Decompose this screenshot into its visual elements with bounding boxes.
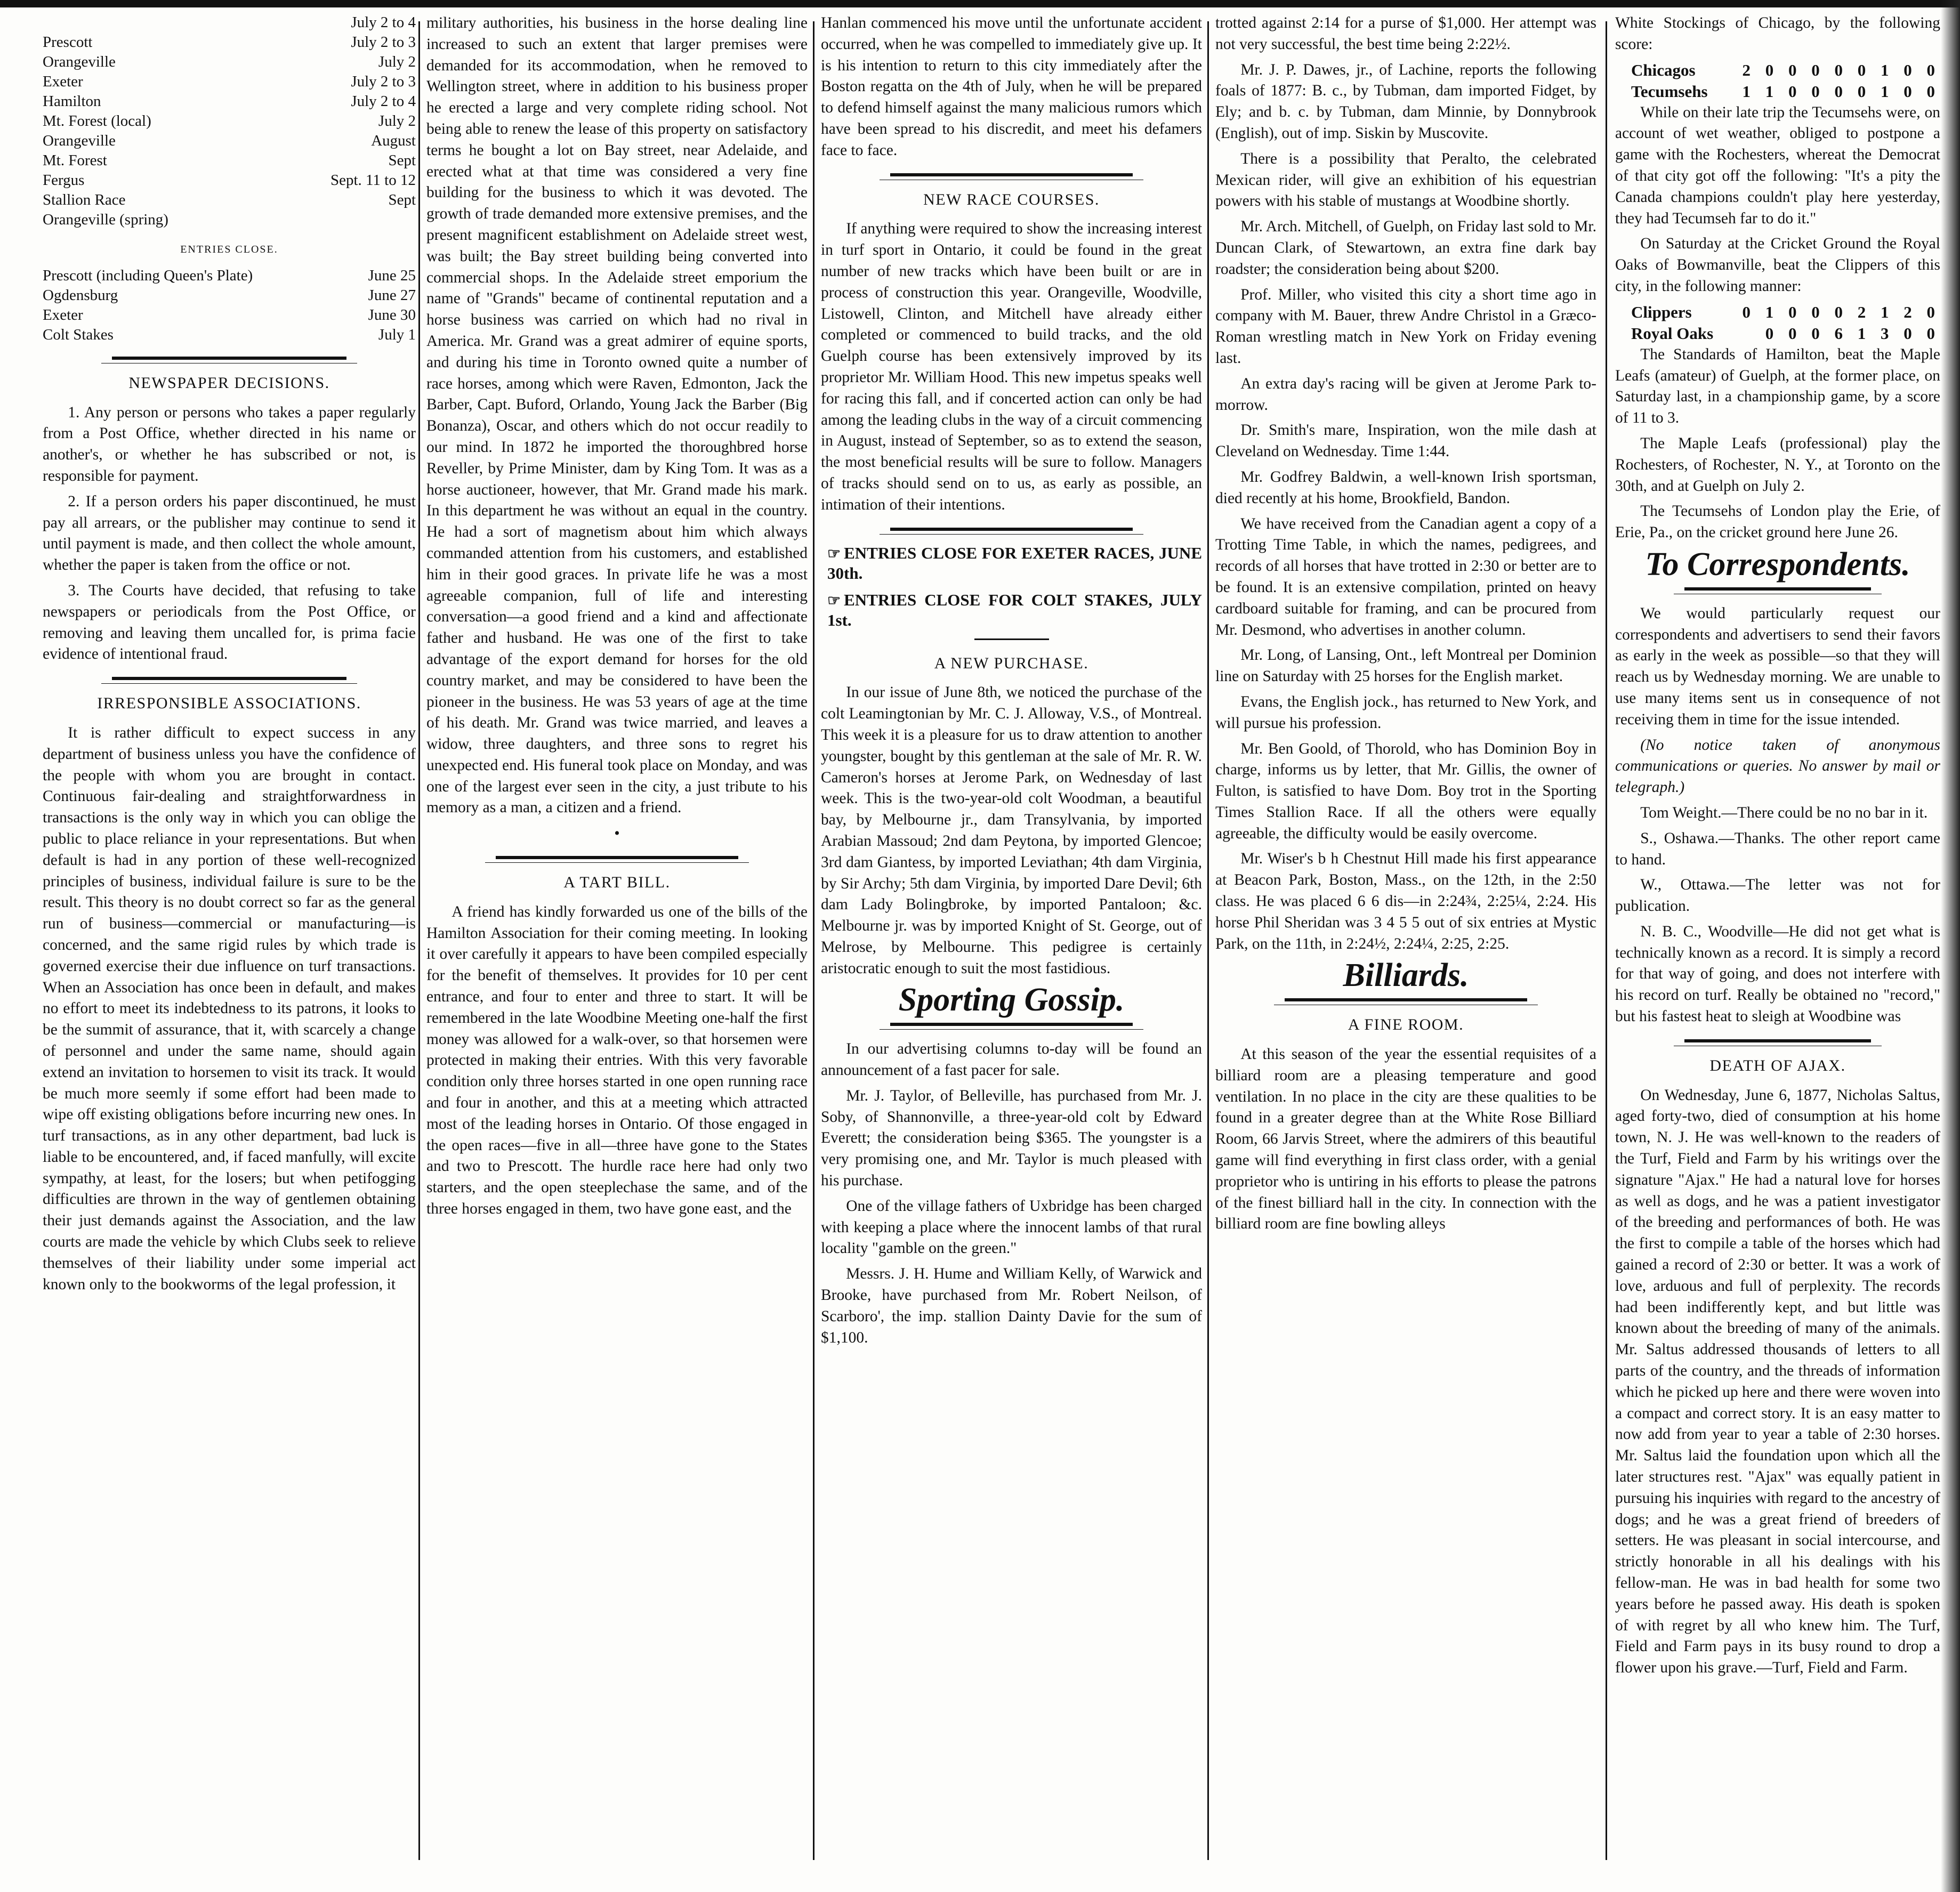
decisions-heading: NEWSPAPER DECISIONS.	[128, 374, 330, 392]
gossip-item: Mr. Long, of Lansing, Ont., left Montreal per Dominion line on Saturday with 25 horses for the English market.	[1215, 646, 1596, 685]
column-3	[821, 13, 1202, 1878]
column-4	[1215, 13, 1596, 1878]
entries-notice: ☞ ENTRIES CLOSE FOR EXETER RACES, JUNE 30th.	[827, 543, 1202, 583]
score-row: Royal Oaks 0 0 0 6 1 3 0 0	[1631, 324, 1940, 343]
column-5	[1615, 13, 1940, 1878]
section-divider	[821, 171, 1202, 184]
race-schedule	[43, 13, 416, 230]
column-1	[43, 13, 416, 1878]
gossip-item: There is a possibility that Peralto, the celebrated Mexican rider, will give an exhibition of his equestrian powers with his stable of mustangs at Woodbine shortly.	[1215, 150, 1596, 210]
correspondents-heading: To Correspondents.	[1645, 546, 1910, 583]
schedule-row: Mt. Forest (local) July 2	[43, 112, 416, 130]
answer-item: Tom Weight.—There could be no no bar in it.	[1640, 804, 1928, 821]
score-row: Chicagos 2 0 0 0 0 0 1 0 0	[1631, 60, 1940, 79]
pointing-hand-icon: ☞	[827, 545, 841, 562]
gossip-item: Mr. J. Taylor, of Belleville, has purchased from Mr. J. Soby, of Shannonville, a three-year-old colt by Edward Everett; the consideration being $365. The youngster is a very promising one, and Mr. Taylor is much pleased with his purchase.	[821, 1087, 1202, 1190]
gossip-item: Dr. Smith's mare, Inspiration, won the mile dash at Cleveland on Wednesday. Time 1:44.	[1215, 422, 1596, 460]
new-purchase-heading: A NEW PURCHASE.	[934, 654, 1089, 672]
column-2	[426, 13, 808, 1878]
entries-row: Prescott (including Queen's Plate) June 25	[43, 266, 416, 284]
gossip-item: Mr. J. P. Dawes, jr., of Lachine, reports the following foals of 1877: B. c., by Tubman, dam imported Fidget, by Ely; and b. c. by Tubman, dam Minnie, by Donnybrook (English), out of imp. Siskin by Muscovite.	[1215, 61, 1596, 142]
entries-row: Exeter June 30	[43, 306, 416, 324]
section-ornament: •	[614, 824, 620, 843]
gossip-item: An extra day's racing will be given at Jerome Park to-morrow.	[1215, 375, 1596, 414]
score-row: Clippers 0 1 0 0 0 2 1 2 0	[1631, 302, 1940, 321]
gossip-item: In our advertising columns to-day will be found an announcement of a fast pacer for sale.	[821, 1040, 1202, 1079]
column-rule	[813, 21, 814, 1860]
baseball-item: While on their late trip the Tecumsehs were, on account of wet weather, obliged to postpone a game with the Rochesters, whereat the Democrat of that city got off the following: "It's a pity the Canada champions couldn't play here yesterday, they had Tecumseh far to do it."	[1615, 103, 1940, 227]
schedule-row: Orangeville (spring)	[43, 211, 168, 228]
tart-bill-heading: A TART BILL.	[563, 874, 671, 892]
decision-item: 1. Any person or persons who takes a paper regularly from a Post Office, whether directed in his name or another's, or whether he has subscribed or not, is responsible for payment.	[43, 403, 416, 484]
fine-room-heading: A FINE ROOM.	[1348, 1016, 1464, 1034]
baseball-item: The Tecumsehs of London play the Erie, of Erie, Pa., on the cricket ground here June 26.	[1615, 503, 1940, 541]
entries-notice: ☞ ENTRIES CLOSE FOR COLT STAKES, JULY 1st.	[827, 590, 1202, 629]
schedule-row: Hamilton July 2 to 4	[43, 93, 416, 110]
baseball-intro: White Stockings of Chicago, by the following score:	[1615, 14, 1940, 53]
entries-row: Ogdensburg June 27	[43, 286, 416, 304]
section-divider	[426, 854, 808, 867]
pointing-hand-icon: ☞	[827, 592, 841, 609]
decision-item: 2. If a person orders his paper discontinued, he must pay all arrears, or the publisher may continue to send it until payment is made, and then collect the whole amount, whether the paper is taken from the office or not.	[43, 492, 416, 574]
answer-item: N. B. C., Woodville—He did not get what is technically known as a record. It is simply a record for that way of going, and does not interfere with his record on turf. Really be obtained no "record," but his fastest heat to sleigh at Woodbine was	[1615, 923, 1940, 1025]
gossip-item: One of the village fathers of Uxbridge has been charged with keeping a place where the innocent lambs of that rural locality "gamble on the green."	[821, 1197, 1202, 1257]
correspondents-note: (No notice taken of anonymous communications or queries. No answer by mail or telegraph.)	[1615, 736, 1940, 796]
page-edge-shadow	[1941, 0, 1960, 1892]
section-divider	[1615, 1037, 1940, 1050]
schedule-row: Orangeville August	[43, 132, 416, 149]
gossip-item: trotted against 2:14 for a purse of $1,000. Her attempt was not very successful, the best time being 2:22½.	[1215, 14, 1596, 53]
gossip-item: Mr. Wiser's b h Chestnut Hill made his first appearance at Beacon Park, Boston, Mass., on the 12th, in the 2:50 class. He was placed 6 6 dis—in 2:24¾, 2:25¼, 2:24. His horse Phil Sheridan was 3 4 5 5 out of six entries at Mystic Park, on the 11th, in 2:24½, 2:24¼, 2:25, 2:25.	[1215, 850, 1596, 952]
section-divider	[43, 675, 416, 688]
entries-heading: ENTRIES CLOSE.	[180, 244, 278, 255]
associations-heading: IRRESPONSIBLE ASSOCIATIONS.	[97, 694, 361, 713]
fine-room-article: At this season of the year the essential requisites of a billiard room are a pleasing temperature and good ventilation. In no place in the city are these qualities to be found in a greater degree than at the White Rose Billiard Room, 66 Jarvis Street, where the admirers of this beautiful game will find everything in first class order, with a genial proprietor who is untiring in his efforts to please the patrons of the finest billiard hall in the city. In connection with the billiard room are fine bowling alleys	[1215, 1046, 1596, 1233]
gossip-item: Messrs. J. H. Hume and William Kelly, of Warwick and Brooke, have purchased from Mr. Robert Neilson, of Scarboro', the imp. stallion Dainty Davie for the sum of $1,100.	[821, 1265, 1202, 1346]
short-rule	[974, 638, 1049, 640]
race-courses-article: If anything were required to show the increasing interest in turf sport in Ontario, it could be found in the great number of new tracks which have been built or are in process of construction this year. Orangeville, Woodville, Listowell, Clinton, and Mitchell have already either completed or commenced to build tracks, and the old Guelph course has been extensively improved by its proprietor Mr. William Hood. This new impetus speaks well for racing this fall, and if concerted action can only be had among the leading clubs in the way of a circuit commencing in August, instead of September, so as to extend the season, the most beneficial results will be sure to follow. Managers of tracks should send on to us, as early as possible, an intimation of their intentions.	[821, 220, 1202, 513]
schedule-row: July 2 to 4	[351, 14, 416, 31]
grand-obituary-text: military authorities, his business in the horse dealing line increased to such an extent that larger premises were demanded for its accommodation, when he removed to Wellington street, where in addition to his business proper he erected a large and very complete riding school. Not being able to renew the lease of this property on satisfactory terms he bought a lot on Bay street, near Adelaide, and erected what at that time was considered a very fine building for the business to which it was devoted. The growth of trade demanded more extensive premises, and the present magnificent establishment on Adelaide street west, was built; the Bay street building being converted into commercial shops. In the Adelaide street emporium the name of "Grands" became of continental reputation and a horse business was carried on which had no rival in America. Mr. Grand was a great admirer of equine sports, and during his time in Toronto owned quite a number of race horses, among which were Raven, Edmonton, Jack the Barber, Capt. Buford, Orlando, Young Jack the Barber (Big Bonanza), Oscar, and others which do not occur readily to our mind. In 1872 he imported the thoroughbred horse Reveller, by Prime Minister, dam by King Tom. It was as a horse auctioneer, however, that Mr. Grand made his mark. In this department he was without an equal in the country. He had a sort of magnetism about him which always commanded attention from his customers, and established him in their good graces. In private life he was a most agreeable companion, full of life and interesting conversation—a good friend and a kind and affectionate father and husband. He was one of the first to take advantage of the export demand for horses for the old country market, and may be considered to have been the pioneer in the business. He was 53 years of age at the time of his death. Mr. Grand was twice married, and leaves a widow, three daughters, and three sons to regret his unexpected end. His funeral took place on Monday, and was one of the largest ever seen in the city, a just tribute to his memory as a man, a citizen and a friend.	[426, 14, 808, 816]
correspondents-text: We would particularly request our correspondents and advertisers to send their favors as early in the week as possible—so that they will reach us by Wednesday morning. We are unable to use many items sent us in consequence of not receiving them in time for the issue intended.	[1615, 604, 1940, 728]
associations-article: It is rather difficult to expect success in any department of business unless you have the confidence of the people with whom you are brought in contact. Continuous fair-dealing and straightforwardness in transactions is the only way in which you can oblige the public to place reliance in your representations. But when default is had in any portion of these well-recognized principles of business, individual failure is sure to be the result. This theory is no doubt correct so far as the general run of business—commercial or manufacturing—is concerned, and the same rigid rules by which trade is governed exercise their due influence on turf transactions. When an Association has once been in default, and makes no effort to meet its indebtedness to its patrons, it looks to be the summit of assurance, that it, with scarcely a change of personnel and under the same name, should again extend an invitation to horsemen to visit its track. It would be much more seemly if some effort had been made to wipe off existing obligations before incurring new ones. In turf transactions, as in any other department, bad luck is liable to be encountered, and, if faced manfully, will excite sympathy, at least, for the losers; but when petifogging difficulties are thrown in the way of gentlemen obtaining their just demands against the Association, and the law courts are made the vehicle by which Clubs seek to relieve themselves of their liability under some imperial act known only to the bookworms of the legal profession, it	[43, 724, 416, 1293]
hanlan-article-text: Hanlan commenced his move until the unfortunate accident occurred, when he was compelled to immediately give up. It is his intention to return to this city immediately after the Boston regatta on the 4th of July, when he will be prepared to defend himself against the many malicious rumors which have been spread to his discredit, and meet his defamers face to face.	[821, 14, 1202, 159]
section-divider	[43, 354, 416, 367]
sporting-gossip-heading: Sporting Gossip.	[898, 982, 1125, 1018]
score-row: Tecumsehs 1 1 0 0 0 0 1 0 0	[1631, 82, 1940, 101]
schedule-row: Mt. Forest Sept	[43, 152, 416, 169]
tart-bill-article: A friend has kindly forwarded us one of the bills of the Hamilton Association for their coming meeting. In looking it over carefully it appears to have been compiled especially for the benefit of themselves. It provides for 10 per cent entrance, and four to enter and three to start. It will be remembered in the late Woodbine Meeting one-half the first money was allowed for a walk-over, so that horsemen were protected in making their entries. With this very favorable condition only three horses started in one open running race and four in another, and this at a meeting which attracted most of the leading horses in Ontario. Of those engaged in the open races—five in all—three have gone to the States and two to Prescott. The hurdle race here had only two starters, and the open steeplechase the same, and of the three horses engaged in them, two have gone east, and the	[426, 903, 808, 1218]
top-border	[0, 0, 1960, 7]
section-divider	[821, 525, 1202, 538]
schedule-row: Prescott July 2 to 3	[43, 34, 416, 51]
gossip-item: Mr. Arch. Mitchell, of Guelph, on Friday last sold to Mr. Duncan Clark, of Stewartown, an extra fine dark bay roadster; the consideration being about $200.	[1215, 218, 1596, 278]
baseball-item: The Standards of Hamilton, beat the Maple Leafs (amateur) of Guelph, at the former place, on Saturday last, in a championship game, by a score of 11 to 3.	[1615, 345, 1940, 427]
answer-item: S., Oshawa.—Thanks. The other report came to hand.	[1615, 829, 1940, 868]
baseball-item: The Maple Leafs (professional) play the Rochesters, of Rochester, N. Y., at Toronto on the 30th, and at Guelph on July 2.	[1615, 434, 1940, 495]
decision-item: 3. The Courts have decided, that refusing to take newspapers or periodicals from the Post Office, or removing and leaving them uncalled for, is prima facie evidence of intentional fraud.	[43, 581, 416, 663]
race-courses-heading: NEW RACE COURSES.	[923, 190, 1100, 208]
entries-table	[43, 266, 416, 345]
gossip-item: Evans, the English jock., has returned to New York, and will pursue his profession.	[1215, 693, 1596, 732]
billiards-heading: Billiards.	[1343, 957, 1469, 994]
column-rule	[418, 21, 420, 1860]
section-divider	[1615, 585, 1940, 598]
column-rule	[1207, 21, 1209, 1860]
gossip-item: Mr. Godfrey Baldwin, a well-known Irish sportsman, died recently at his home, Brookfield, Bandon.	[1215, 468, 1596, 507]
schedule-row: Fergus Sept. 11 to 12	[43, 172, 416, 189]
gossip-item: Mr. Ben Goold, of Thorold, who has Dominion Boy in charge, informs us by letter, that Mr. Gillis, the owner of Fulton, is satisfied to have Dom. Boy trot in the Sporting Times Stallion Race. If all the others were equally agreeable, the difficulty would be easily overcome.	[1215, 740, 1596, 842]
gossip-item: Prof. Miller, who visited this city a short time ago in company with M. Bauer, threw Andre Christol in a Græco-Roman wrestling match in New York on Friday evening last.	[1215, 286, 1596, 367]
schedule-row: Orangeville July 2	[43, 53, 416, 70]
gossip-item: We have received from the Canadian agent a copy of a Trotting Time Table, in which the names, pedigrees, and records of all horses that have trotted in 2:30 or better are to be found. It is an extensive compilation, printed on heavy cardboard suitable for framing, and can be procured from Mr. Desmond, who advertises in another column.	[1215, 515, 1596, 638]
death-of-ajax-article: On Wednesday, June 6, 1877, Nicholas Saltus, aged forty-two, died of consumption at his home town, N. J. He was well-known to the readers of the Turf, Field and Farm by his writings over the signature "Ajax." He had a natural love for horses as well as dogs, and he was a patient investigator of the breeding and performances of both. He was the first to compile a table of the horses which had gained a record of 2:30 or better. It was a work of love, arduous and full of perplexity. The records had been indifferently kept, and but little was known about the breeding of many of the animals. Mr. Saltus addressed thousands of letters to all parts of the country, and the threads of information which he picked up here and there were woven into a compact and correct story. It is an easy matter to now add from year to year a table of 2:30 horses. Mr. Saltus laid the foundation upon which all the later structures rest. "Ajax" was equally patient in pursuing his inquiries with regard to the ancestry of dogs; and he was a great friend of breeders of setters. He was pleasant in social intercourse, and strictly honorable in all his dealings with his fellow-man. He was in bad health for some two years before he passed away. His death is spoken of with regret by all who knew him. The Turf, Field and Farm pays in its busy round to drop a flower upon his grave.—Turf, Field and Farm.	[1615, 1086, 1940, 1677]
answer-item: W., Ottawa.—The letter was not for publication.	[1615, 876, 1940, 915]
entries-row: Colt Stakes July 1	[43, 326, 416, 343]
schedule-row: Exeter July 2 to 3	[43, 73, 416, 90]
baseball-item: On Saturday at the Cricket Ground the Royal Oaks of Bowmanville, beat the Clippers of this city, in the following manner:	[1615, 235, 1940, 295]
section-divider	[821, 1021, 1202, 1033]
schedule-row: Stallion Race Sept	[43, 191, 416, 208]
column-rule	[1606, 21, 1607, 1860]
new-purchase-article: In our issue of June 8th, we noticed the purchase of the colt Leamingtonian by Mr. C. J. Alloway, V.S., of Montreal. This week it is a pleasure for us to draw attention to another youngster, bought by this gentleman at the sale of Mr. R. W. Cameron's horses at Jerome Park, on Wednesday of last week. This is the two-year-old colt Woodman, a beautiful bay, by Melbourne jr., dam Transylvania, by imported Arabian Massoud; 2nd dam Peytona, by imported Glencoe; 3rd dam Giantess, by imported Leviathan; 4th dam Virginia, by Sir Archy; 5th dam Virginia, by imported Dare Devil; 6th dam Lady Bolingbroke, by imported Pantaloon; &c. Melbourne jr. was by imported Knight of St. George, out of Melrose, by Melbourne. This pedigree is certainly aristocratic enough to suit the most fastidious.	[821, 684, 1202, 977]
section-divider	[1215, 996, 1596, 1009]
death-of-ajax-heading: DEATH OF AJAX.	[1709, 1056, 1846, 1074]
